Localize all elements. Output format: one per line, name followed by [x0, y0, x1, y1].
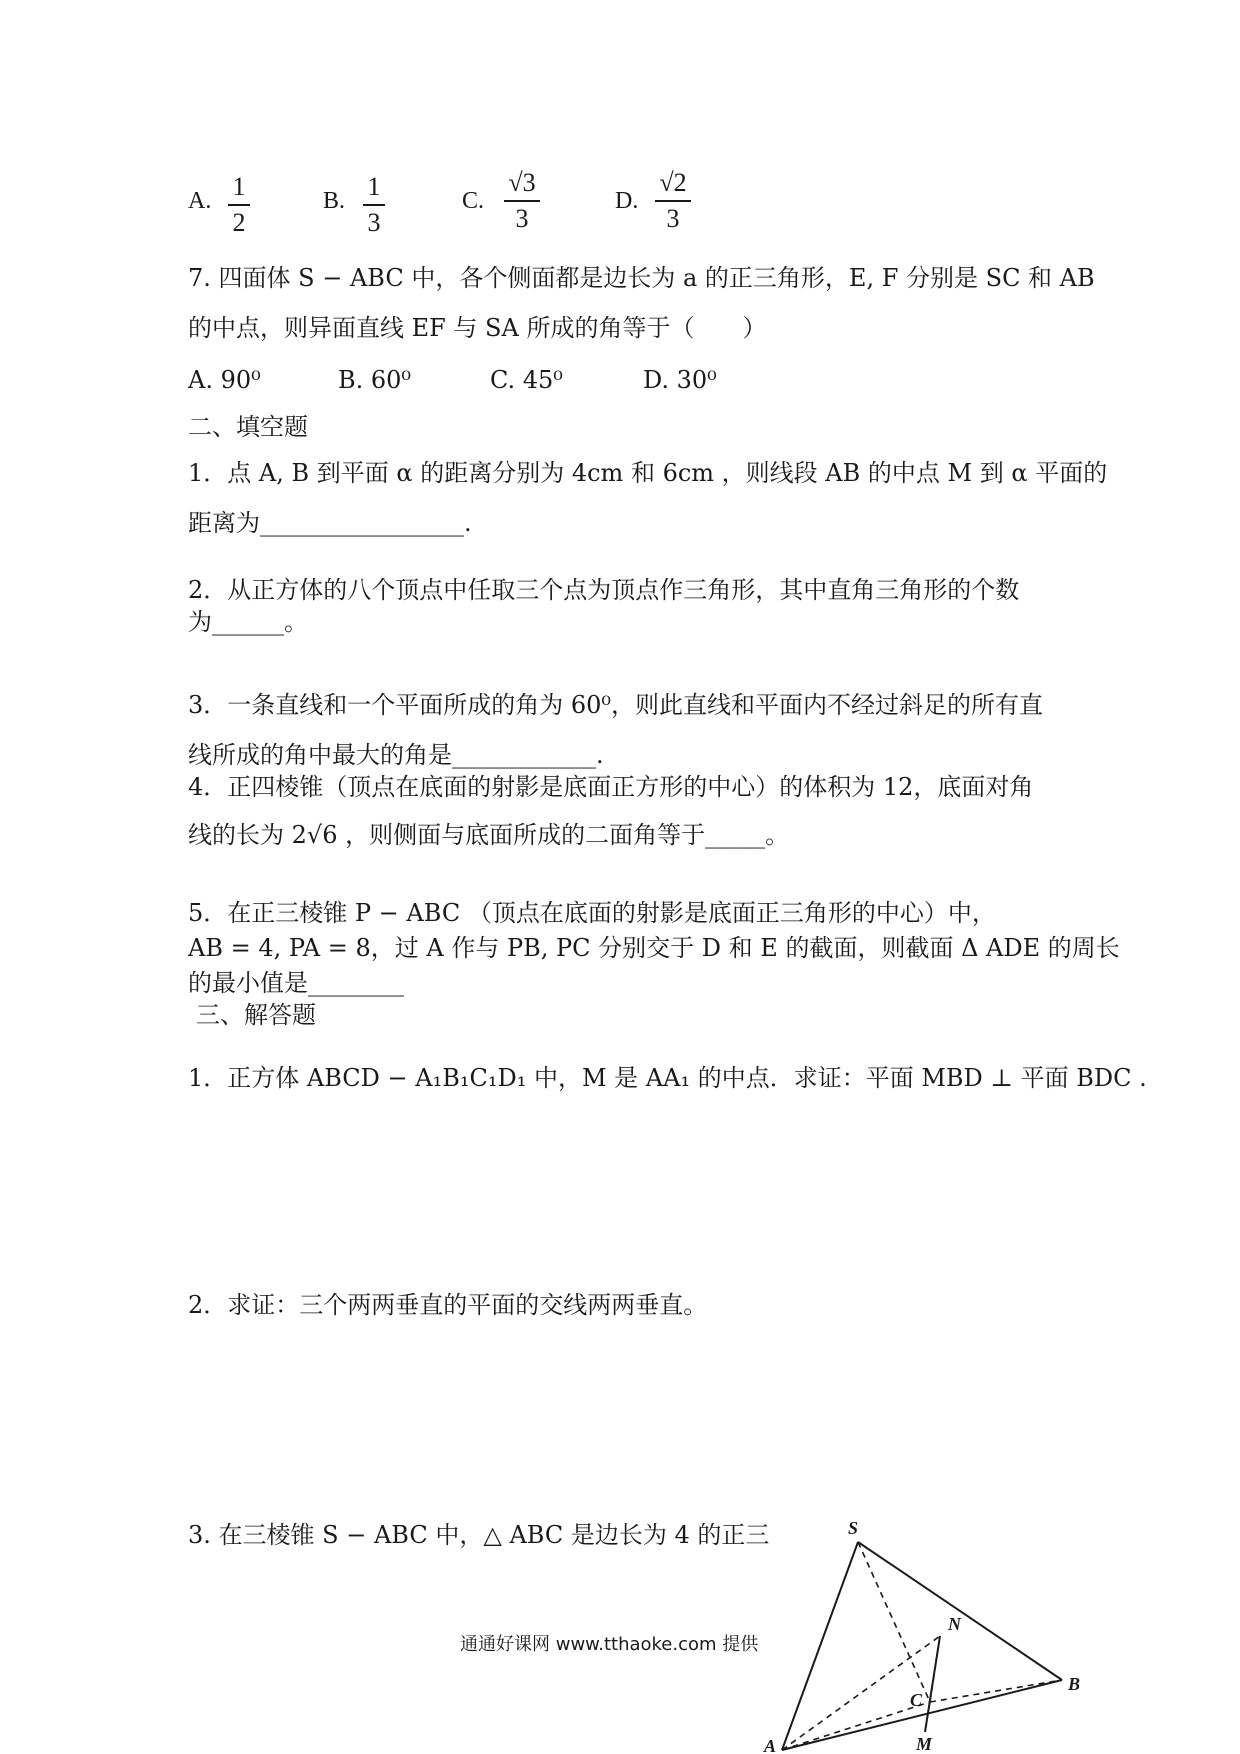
- fill-q3-line2: 线所成的角中最大的角是____________.: [188, 741, 604, 769]
- edge-AC: [782, 1702, 930, 1750]
- option-b-fraction: [363, 172, 385, 238]
- option-b-label: B.: [323, 188, 346, 214]
- q7-option-c: C. 45⁰: [490, 366, 563, 394]
- q7-option-b: B. 60⁰: [338, 366, 412, 394]
- fill-q5-line2: AB = 4, PA = 8，过 A 作与 PB, PC 分别交于 D 和 E 的截面，则截面 Δ ADE 的周长: [188, 934, 1120, 962]
- option-c-fraction: [504, 168, 540, 234]
- edge-SA: [782, 1542, 858, 1750]
- fill-q1-line2: 距离为_________________.: [188, 509, 472, 537]
- point-label-n: N: [948, 1614, 961, 1634]
- fill-q2-line1: 2．从正方体的八个顶点中任取三个点为顶点作三角形，其中直角三角形的个数: [188, 576, 1020, 604]
- fill-q2-line2: 为______。: [188, 608, 308, 636]
- option-d-denominator: 3: [666, 204, 680, 233]
- option-c-denominator: 3: [515, 204, 529, 233]
- fill-q5-line3: 的最小值是________: [188, 969, 404, 997]
- fill-q4-line2: 线的长为 2√6 ，则侧面与底面所成的二面角等于_____。: [188, 821, 790, 849]
- tetrahedron-figure: [760, 1500, 1100, 1754]
- section-fill-in-title: 二、填空题: [188, 413, 308, 441]
- option-b-denominator: 3: [367, 208, 381, 237]
- fill-q4-line1: 4．正四棱锥（顶点在底面的射影是底面正方形的中心）的体积为 12，底面对角: [188, 773, 1034, 801]
- option-a-label: A.: [188, 188, 212, 214]
- q7-option-a: A. 90⁰: [188, 366, 261, 394]
- option-d-numerator: √2: [659, 168, 687, 197]
- option-a-denominator: 2: [232, 208, 246, 237]
- segment-CM: [925, 1702, 930, 1732]
- edge-SB: [858, 1542, 1062, 1680]
- solve-q2: 2．求证：三个两两垂直的平面的交线两两垂直。: [188, 1291, 708, 1319]
- option-c-label: C.: [462, 188, 485, 214]
- vertex-label-a: A: [764, 1736, 777, 1754]
- edge-CB: [930, 1680, 1062, 1702]
- fill-q3-line1: 3．一条直线和一个平面所成的角为 60⁰，则此直线和平面内不经过斜足的所有直: [188, 691, 1044, 719]
- option-d-label: D.: [615, 188, 639, 214]
- option-a-numerator: 1: [232, 172, 246, 201]
- vertex-label-s: S: [848, 1518, 859, 1538]
- option-b-numerator: 1: [367, 172, 381, 201]
- q7-stem-line2: 的中点，则异面直线 EF 与 SA 所成的角等于（ ）: [188, 314, 767, 342]
- vertex-label-c: C: [910, 1690, 923, 1710]
- q7-option-d: D. 30⁰: [643, 366, 717, 394]
- solve-q3: 3. 在三棱锥 S − ABC 中，△ ABC 是边长为 4 的正三: [188, 1521, 770, 1549]
- q7-stem-line1: 7. 四面体 S − ABC 中，各个侧面都是边长为 a 的正三角形，E, F 分别是 SC 和 AB: [188, 264, 1095, 292]
- option-a-fraction: [228, 172, 250, 238]
- option-c-numerator: √3: [508, 168, 536, 197]
- section-solve-title: 三、解答题: [196, 1001, 316, 1029]
- footer-source: 通通好课网 www.tthaoke.com 提供: [460, 1634, 759, 1655]
- fill-q5-line1: 5．在正三棱锥 P − ABC （顶点在底面的射影是底面正三角形的中心）中，: [188, 899, 996, 927]
- fill-q1-line1: 1．点 A, B 到平面 α 的距离分别为 4cm 和 6cm ，则线段 AB 的中点 M 到 α 平面的: [188, 459, 1108, 487]
- vertex-label-b: B: [1068, 1674, 1081, 1694]
- solve-q1: 1．正方体 ABCD − A₁B₁C₁D₁ 中，M 是 AA₁ 的中点．求证：平面 MBD ⊥ 平面 BDC .: [188, 1064, 1147, 1092]
- point-label-m: M: [916, 1734, 933, 1754]
- option-d-fraction: [655, 168, 691, 234]
